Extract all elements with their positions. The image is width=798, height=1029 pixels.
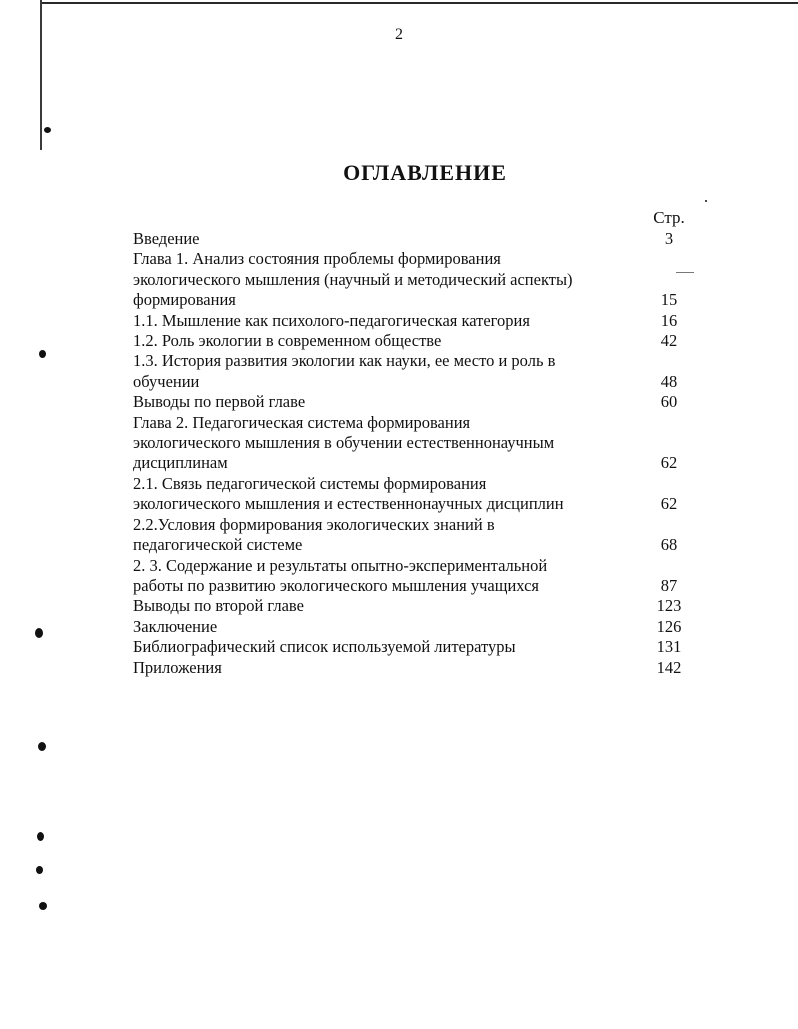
toc-entry-title — [133, 556, 645, 597]
toc-entry-page: 3 — [664, 229, 674, 248]
toc-entry — [133, 229, 693, 249]
scan-speck — [37, 832, 44, 841]
toc-entry — [133, 311, 693, 331]
toc-entry — [133, 556, 693, 597]
toc-entry-title — [133, 596, 645, 616]
toc-entry — [133, 617, 693, 637]
toc-entry-title — [133, 413, 645, 474]
toc-entry — [133, 474, 693, 515]
toc-entry-title-line: работы по развитию экологического мышления учащихся — [133, 575, 539, 595]
toc-entry-title-line: 2.1. Связь педагогической системы формирования — [133, 473, 487, 493]
toc-entry-title — [133, 658, 645, 678]
toc-entry-title-line: экологического мышления и естественнонаучных дисциплин — [133, 494, 564, 514]
toc-entry-title-line: Глава 1. Анализ состояния проблемы формирования — [133, 249, 501, 269]
toc-entry — [133, 637, 693, 657]
toc-entry-title-line: обучении — [133, 371, 200, 391]
scan-edge-top — [40, 2, 798, 4]
toc-entry-title — [133, 637, 645, 657]
toc-entry-title-line: 1.2. Роль экологии в современном обществе — [133, 331, 442, 351]
toc-entry — [133, 413, 693, 474]
toc-entry-title — [133, 311, 645, 331]
toc-entry-title — [133, 515, 645, 556]
toc-heading: ОГЛАВЛЕНИЕ — [343, 160, 507, 185]
scan-edge-left — [40, 0, 42, 150]
scan-speck — [39, 350, 46, 358]
toc-entry-page: 60 — [660, 392, 678, 412]
toc-entry-title — [133, 249, 645, 310]
toc-entry — [133, 351, 693, 392]
toc-entry-title-line: Приложения — [133, 657, 222, 677]
toc-entry — [133, 249, 693, 310]
toc-entry — [133, 392, 693, 412]
toc-entry-title-line: Заключение — [133, 616, 218, 636]
toc-entry-title-line: Библиографический список используемой литературы — [133, 637, 516, 657]
toc-entry — [133, 515, 693, 556]
toc-entry — [133, 596, 693, 616]
scan-speck — [38, 742, 46, 751]
toc-entry-page: 62 — [660, 453, 678, 473]
toc-entry-title-line: экологического мышления в обучении естественнонаучным — [133, 433, 555, 453]
scan-speck — [705, 200, 707, 202]
toc-entry-page: 126 — [656, 616, 682, 636]
scan-speck — [35, 628, 43, 638]
toc-entry-title — [133, 331, 645, 351]
toc-entry-title-line: 1.1. Мышление как психолого-педагогическая категория — [133, 310, 530, 330]
toc-entry-page: 15 — [660, 290, 678, 310]
table-of-contents — [133, 229, 693, 678]
toc-entry-title-line: Выводы по первой главе — [133, 392, 306, 412]
toc-entry-page: 142 — [656, 657, 682, 677]
toc-entry-page: 48 — [660, 371, 678, 391]
toc-entry-page: 87 — [660, 575, 678, 595]
toc-entry-title-line: 2.2.Условия формирования экологических знаний в — [133, 514, 495, 534]
toc-entry-page: 62 — [660, 494, 678, 514]
toc-entry-title — [133, 351, 645, 392]
toc-entry-page: 68 — [660, 535, 678, 555]
toc-entry — [133, 658, 693, 678]
toc-entry-page: 123 — [656, 596, 682, 616]
toc-entry-title-line: 1.3. История развития экологии как науки, ее место и роль в — [133, 351, 556, 371]
toc-entry-title-line: формирования — [133, 290, 236, 310]
toc-entry-title-line: педагогической системе — [133, 535, 303, 555]
toc-entry-title-line: Введение — [133, 229, 200, 248]
toc-entry-title-line: Глава 2. Педагогическая система формирования — [133, 412, 471, 432]
toc-entry-title-line: 2. 3. Содержание и результаты опытно-экспериментальной — [133, 555, 548, 575]
toc-entry-title-line: экологического мышления (научный и методический аспекты) — [133, 269, 573, 289]
toc-entry-page: 131 — [656, 637, 682, 657]
toc-entry-title-line: Выводы по второй главе — [133, 596, 304, 616]
toc-entry — [133, 331, 693, 351]
page-column-header: Стр. — [653, 208, 685, 227]
toc-entry-title-line: дисциплинам — [133, 453, 228, 473]
toc-entry-title — [133, 229, 645, 249]
scan-speck — [39, 902, 47, 910]
scan-speck — [44, 127, 51, 133]
toc-entry-title — [133, 392, 645, 412]
toc-entry-title — [133, 617, 645, 637]
toc-entry-page: 16 — [660, 310, 678, 330]
scan-speck — [36, 866, 43, 874]
toc-entry-page: 42 — [660, 331, 678, 351]
page-number: 2 — [395, 26, 403, 43]
toc-entry-title — [133, 474, 645, 515]
